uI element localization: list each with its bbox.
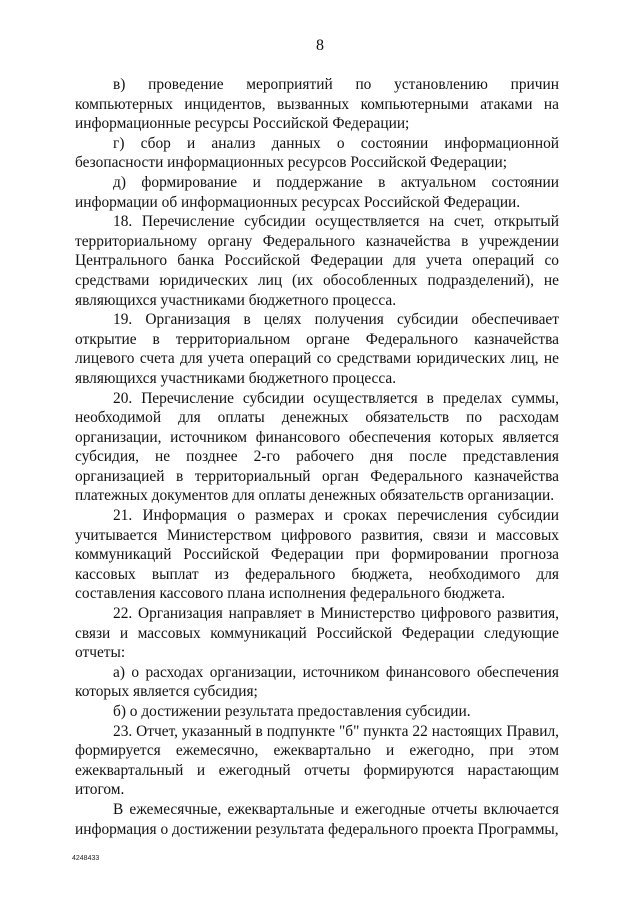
paragraph-23: 23. Отчет, указанный в подпункте "б" пункта 22 настоящих Правил, формируется ежемесячно, ежеквартально и ежегодно, при этом ежеквартальный и ежегодный отчеты формируются нарастающим итогом.: [75, 722, 559, 799]
document-code: 4248433: [72, 855, 100, 862]
paragraph-22: 22. Организация направляет в Министерство цифрового развития, связи и массовых коммуникаций Российской Федерации следующие отчеты:: [75, 605, 559, 662]
document-body: [75, 75, 559, 839]
paragraph-item-g: г) сбор и анализ данных о состоянии информационной безопасности информационных ресурсов Российской Федерации;: [75, 134, 559, 172]
paragraph-21: 21. Информация о размерах и сроках перечисления субсидии учитывается Министерством цифрового развития, связи и массовых коммуникаций Российской Федерации при формировании прогноза кассовых выплат из федерального бюджета, необходимого для составления кассового плана исполнения федерального бюджета.: [75, 507, 559, 603]
paragraph-20: 20. Перечисление субсидии осуществляется в пределах суммы, необходимой для оплаты денежных обязательств по расходам организации, источником финансового обеспечения которых является субсидия, не позднее 2-го рабочего дня после представления организацией в территориальный орган Федерального казначейства платежных документов для оплаты денежных обязательств организации.: [75, 389, 559, 505]
paragraph-22-item-a: а) о расходах организации, источником финансового обеспечения которых является субсидия;: [75, 663, 559, 701]
paragraph-item-d: д) формирование и поддержание в актуальном состоянии информации об информационных ресурсах Российской Федерации.: [75, 173, 559, 211]
paragraph-19: 19. Организация в целях получения субсидии обеспечивает открытие в территориальном органе Федерального казначейства лицевого счета для учета операций со средствами юридических лиц, не являющихся участниками бюджетного процесса.: [75, 311, 559, 387]
paragraph-22-item-b: б) о достижении результата предоставления субсидии.: [113, 703, 471, 720]
paragraph-reports-content: В ежемесячные, ежеквартальные и ежегодные отчеты включается информация о достижении результата федерального проекта Программы,: [75, 800, 559, 838]
page-number: 8: [316, 37, 324, 54]
paragraph-item-v: в) проведение мероприятий по установлению причин компьютерных инцидентов, вызванных компьютерными атаками на информационные ресурсы Российской Федерации;: [75, 76, 559, 133]
paragraph-18: 18. Перечисление субсидии осуществляется на счет, открытый территориальному органу Федерального казначейства в учреждении Центрального банка Российской Федерации для учета операций со средствами юридических лиц (их обособленных подразделений), не являющихся участниками бюджетного процесса.: [75, 213, 559, 309]
